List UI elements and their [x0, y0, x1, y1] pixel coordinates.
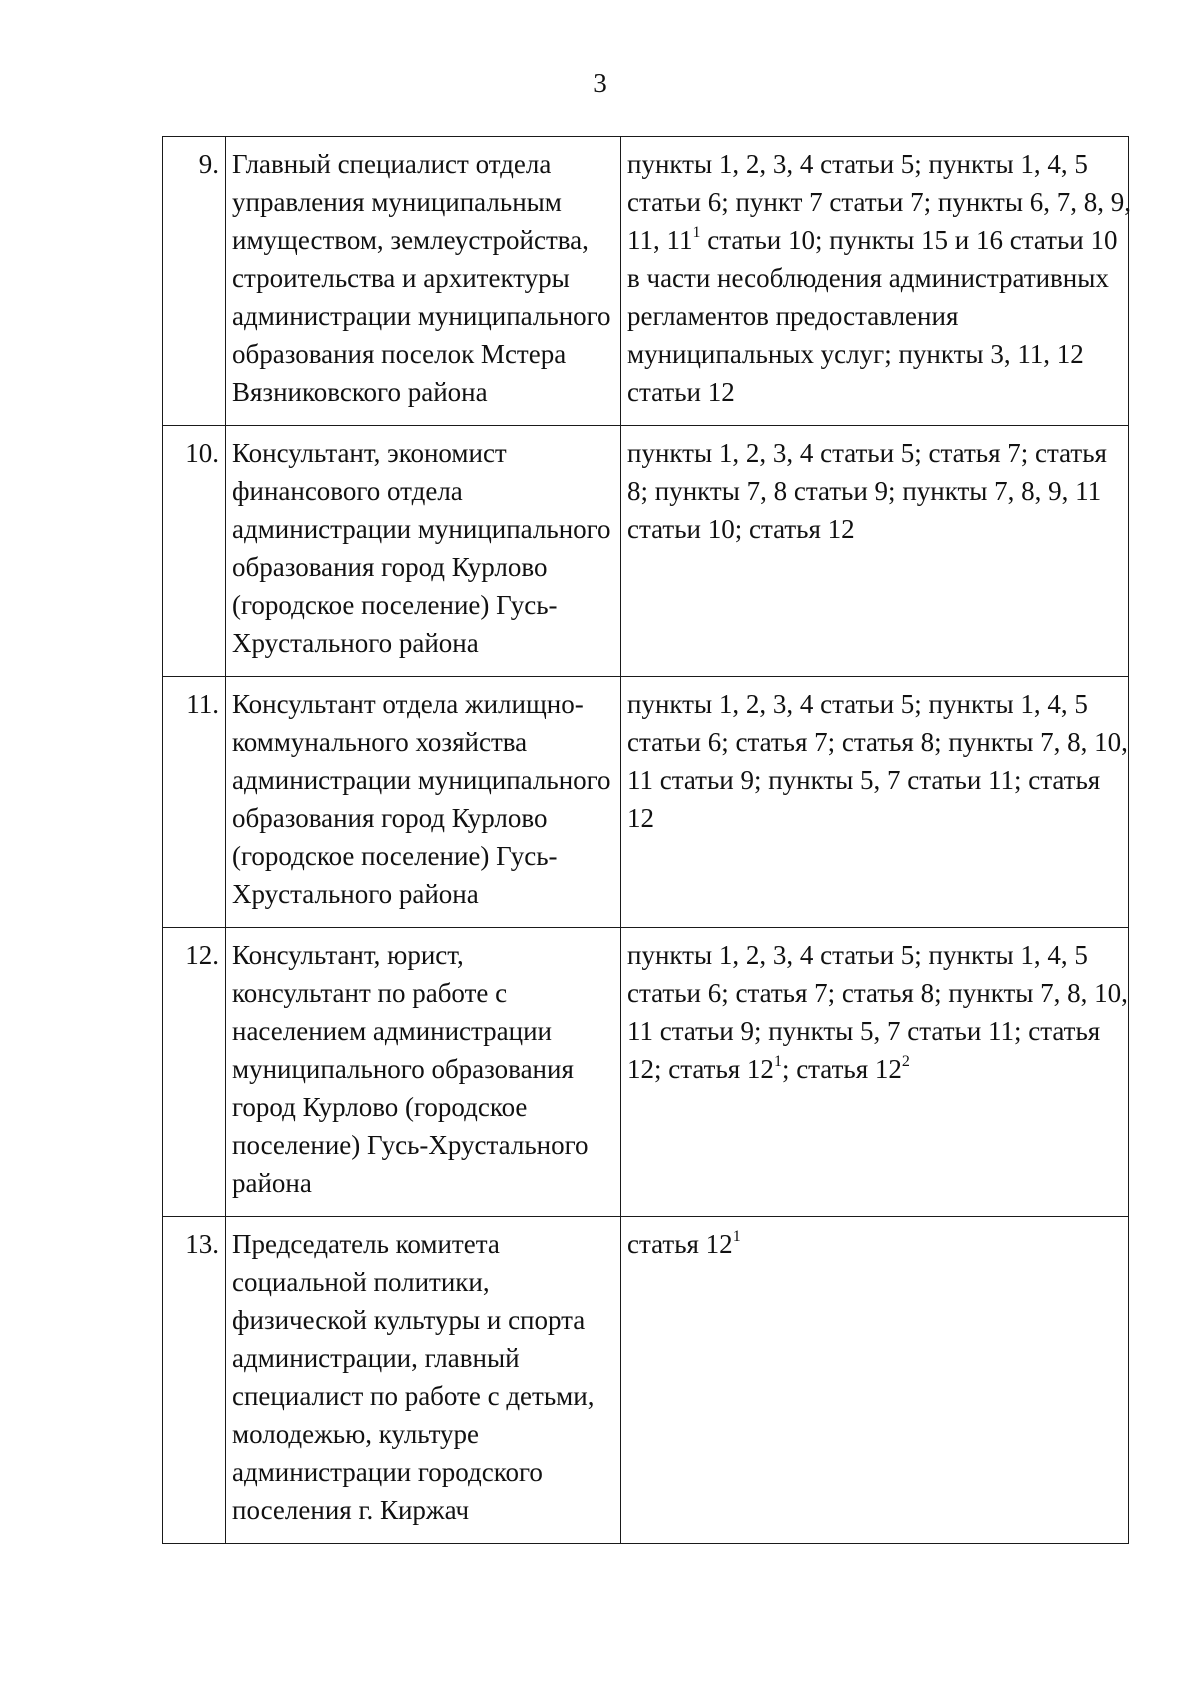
position-line: коммунального хозяйства: [232, 727, 528, 757]
position-cell: [226, 677, 621, 928]
page-number: 3: [593, 68, 607, 98]
position-line: (городское поселение) Гусь-: [232, 841, 558, 871]
articles-line: 11, $11^1$ статьи 10; пункты 15 и 16 статьи 10: [627, 224, 1118, 255]
table-row: [163, 137, 1129, 426]
position-line: образования город Курлово: [232, 552, 548, 582]
position-line: администрации муниципального: [232, 514, 611, 544]
articles-line: 8; пункты 7, 8 статьи 9; пункты 7, 8, 9, 11: [627, 476, 1102, 506]
position-cell: [226, 1217, 621, 1544]
articles-cell: [621, 928, 1129, 1217]
articles-line: 12: [627, 803, 654, 833]
superscript: 1: [692, 224, 701, 241]
position-line: специалист по работе с детьми,: [232, 1381, 595, 1411]
position-cell: [226, 928, 621, 1217]
row-number: 13.: [163, 1217, 226, 1544]
row-number: 11.: [163, 677, 226, 928]
position-line: администрации муниципального: [232, 301, 611, 331]
articles-line: муниципальных услуг; пункты 3, 11, 12: [627, 339, 1084, 369]
position-line: Консультант отдела жилищно-: [232, 689, 584, 719]
articles-cell: [621, 677, 1129, 928]
position-line: образования город Курлово: [232, 803, 548, 833]
position-line: поселения г. Киржач: [232, 1495, 470, 1525]
articles-line: 11 статьи 9; пункты 5, 7 статьи 11; статья: [627, 1016, 1101, 1046]
articles-line: статьи 6; пункт 7 статьи 7; пункты 6, 7, 8, 9,: [627, 187, 1131, 217]
articles-line: регламентов предоставления: [627, 301, 959, 331]
position-line: Председатель комитета: [232, 1229, 500, 1259]
superscript: 1: [773, 1053, 782, 1070]
row-number: 10.: [163, 426, 226, 677]
position-line: управления муниципальным: [232, 187, 562, 217]
position-line: физической культуры и спорта: [232, 1305, 586, 1335]
position-line: образования поселок Мстера: [232, 339, 567, 369]
position-line: муниципального образования: [232, 1054, 574, 1084]
position-line: администрации городского: [232, 1457, 543, 1487]
table-row: [163, 928, 1129, 1217]
position-line: поселение) Гусь-Хрустального: [232, 1130, 589, 1160]
articles-line: пункты 1, 2, 3, 4 статьи 5; пункты 1, 4, 5: [627, 149, 1088, 179]
articles-line: пункты 1, 2, 3, 4 статьи 5; пункты 1, 4, 5: [627, 689, 1088, 719]
articles-line: пункты 1, 2, 3, 4 статьи 5; пункты 1, 4, 5: [627, 940, 1088, 970]
position-line: имуществом, землеустройства,: [232, 225, 589, 255]
position-line: Вязниковского района: [232, 377, 488, 407]
position-line: консультант по работе с: [232, 978, 508, 1008]
position-line: района: [232, 1168, 312, 1198]
position-line: администрации, главный: [232, 1343, 520, 1373]
articles-line: в части несоблюдения административных: [627, 263, 1109, 293]
row-number: 9.: [163, 137, 226, 426]
position-line: населением администрации: [232, 1016, 553, 1046]
articles-line: 12; статья $12^1$; статья $12^2$: [627, 1053, 910, 1084]
position-cell: [226, 426, 621, 677]
position-line: Хрустального района: [232, 628, 479, 658]
articles-line: статьи 6; статья 7; статья 8; пункты 7, 8, 10,: [627, 727, 1128, 757]
superscript: 2: [901, 1053, 910, 1070]
position-line: Хрустального района: [232, 879, 479, 909]
position-line: строительства и архитектуры: [232, 263, 570, 293]
articles-cell: [621, 1217, 1129, 1544]
table-row: [163, 426, 1129, 677]
position-line: социальной политики,: [232, 1267, 490, 1297]
position-line: финансового отдела: [232, 476, 463, 506]
positions-table: [162, 136, 1129, 1544]
articles-line: 11 статьи 9; пункты 5, 7 статьи 11; статья: [627, 765, 1101, 795]
articles-line: статьи 12: [627, 377, 735, 407]
articles-cell: [621, 426, 1129, 677]
row-number: 12.: [163, 928, 226, 1217]
position-line: администрации муниципального: [232, 765, 611, 795]
articles-line: статья $12^1$: [627, 1228, 741, 1259]
table-row: [163, 677, 1129, 928]
position-line: молодежью, культуре: [232, 1419, 480, 1449]
superscript: 1: [732, 1228, 741, 1245]
table-body: [163, 137, 1129, 1544]
position-line: (городское поселение) Гусь-: [232, 590, 558, 620]
position-line: Главный специалист отдела: [232, 149, 552, 179]
position-line: Консультант, экономист: [232, 438, 507, 468]
position-cell: [226, 137, 621, 426]
table-row: [163, 1217, 1129, 1544]
articles-cell: [621, 137, 1129, 426]
articles-line: пункты 1, 2, 3, 4 статьи 5; статья 7; статья: [627, 438, 1107, 468]
articles-line: статьи 6; статья 7; статья 8; пункты 7, 8, 10,: [627, 978, 1128, 1008]
position-line: Консультант, юрист,: [232, 940, 464, 970]
position-line: город Курлово (городское: [232, 1092, 528, 1122]
articles-line: статьи 10; статья 12: [627, 514, 855, 544]
